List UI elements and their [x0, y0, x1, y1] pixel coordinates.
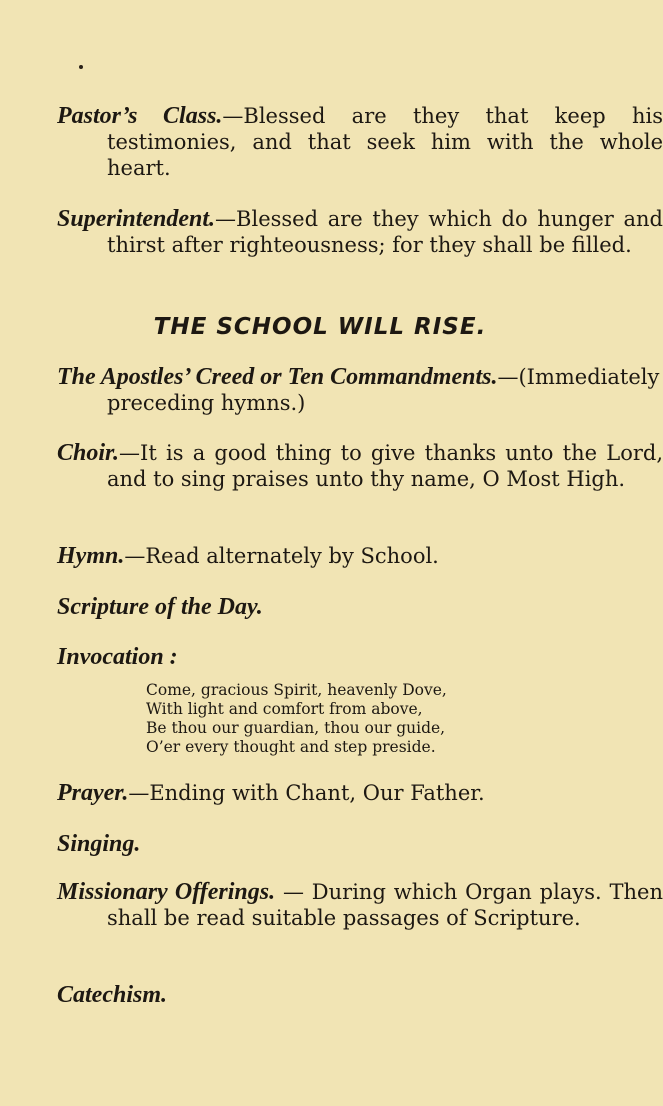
- catechism-heading: Catechism.: [57, 982, 168, 1008]
- pastors-class-entry: [57, 103, 663, 181]
- superintendent-heading: Superintendent.: [57, 206, 216, 232]
- invocation-verse: [146, 681, 566, 757]
- hymn-heading: Hymn.: [57, 543, 125, 569]
- superintendent-text: —Blessed are they which do hunger and thirst after righteousness; for they shall be filled.: [107, 207, 663, 257]
- creed-text: —(Immediately preceding hymns.): [107, 365, 660, 415]
- prayer-heading: Prayer.: [57, 780, 129, 806]
- scripture-heading: Scripture of the Day.: [57, 594, 263, 620]
- creed-heading: The Apostles’ Creed or Ten Commandments.: [57, 364, 498, 390]
- choir-entry: [57, 440, 663, 492]
- verse-line: Come, gracious Spirit, heavenly Dove,: [146, 681, 447, 699]
- choir-heading: Choir.: [57, 440, 120, 466]
- missionary-entry: [57, 879, 663, 931]
- missionary-text: — During which Organ plays. Then shall be read suitable passages of Scripture.: [107, 880, 663, 930]
- hymn-text: —Read alternately by School.: [124, 544, 439, 568]
- invocation-heading: Invocation :: [57, 644, 178, 670]
- singing-heading: Singing.: [57, 831, 141, 857]
- verse-line: Be thou our guardian, thou our guide,: [146, 719, 446, 737]
- section-title: THE SCHOOL WILL RISE.: [153, 314, 487, 340]
- ink-speck: [79, 65, 83, 69]
- verse-line: With light and comfort from above,: [146, 700, 423, 718]
- creed-entry: [57, 364, 663, 416]
- superintendent-entry: [57, 206, 663, 258]
- choir-text: —It is a good thing to give thanks unto the Lord, and to sing praises unto thy name, O Most High.: [107, 441, 663, 491]
- missionary-heading: Missionary Offerings.: [57, 879, 276, 905]
- prayer-text: —Ending with Chant, Our Father.: [128, 781, 485, 805]
- verse-line: O’er every thought and step preside.: [146, 738, 436, 756]
- pastors-class-heading: Pastor’s Class.: [57, 103, 223, 129]
- hymn-entry: [57, 543, 663, 569]
- pastors-class-text: —Blessed are they that keep his testimonies, and that seek him with the whole heart.: [107, 104, 663, 180]
- prayer-entry: [57, 780, 663, 806]
